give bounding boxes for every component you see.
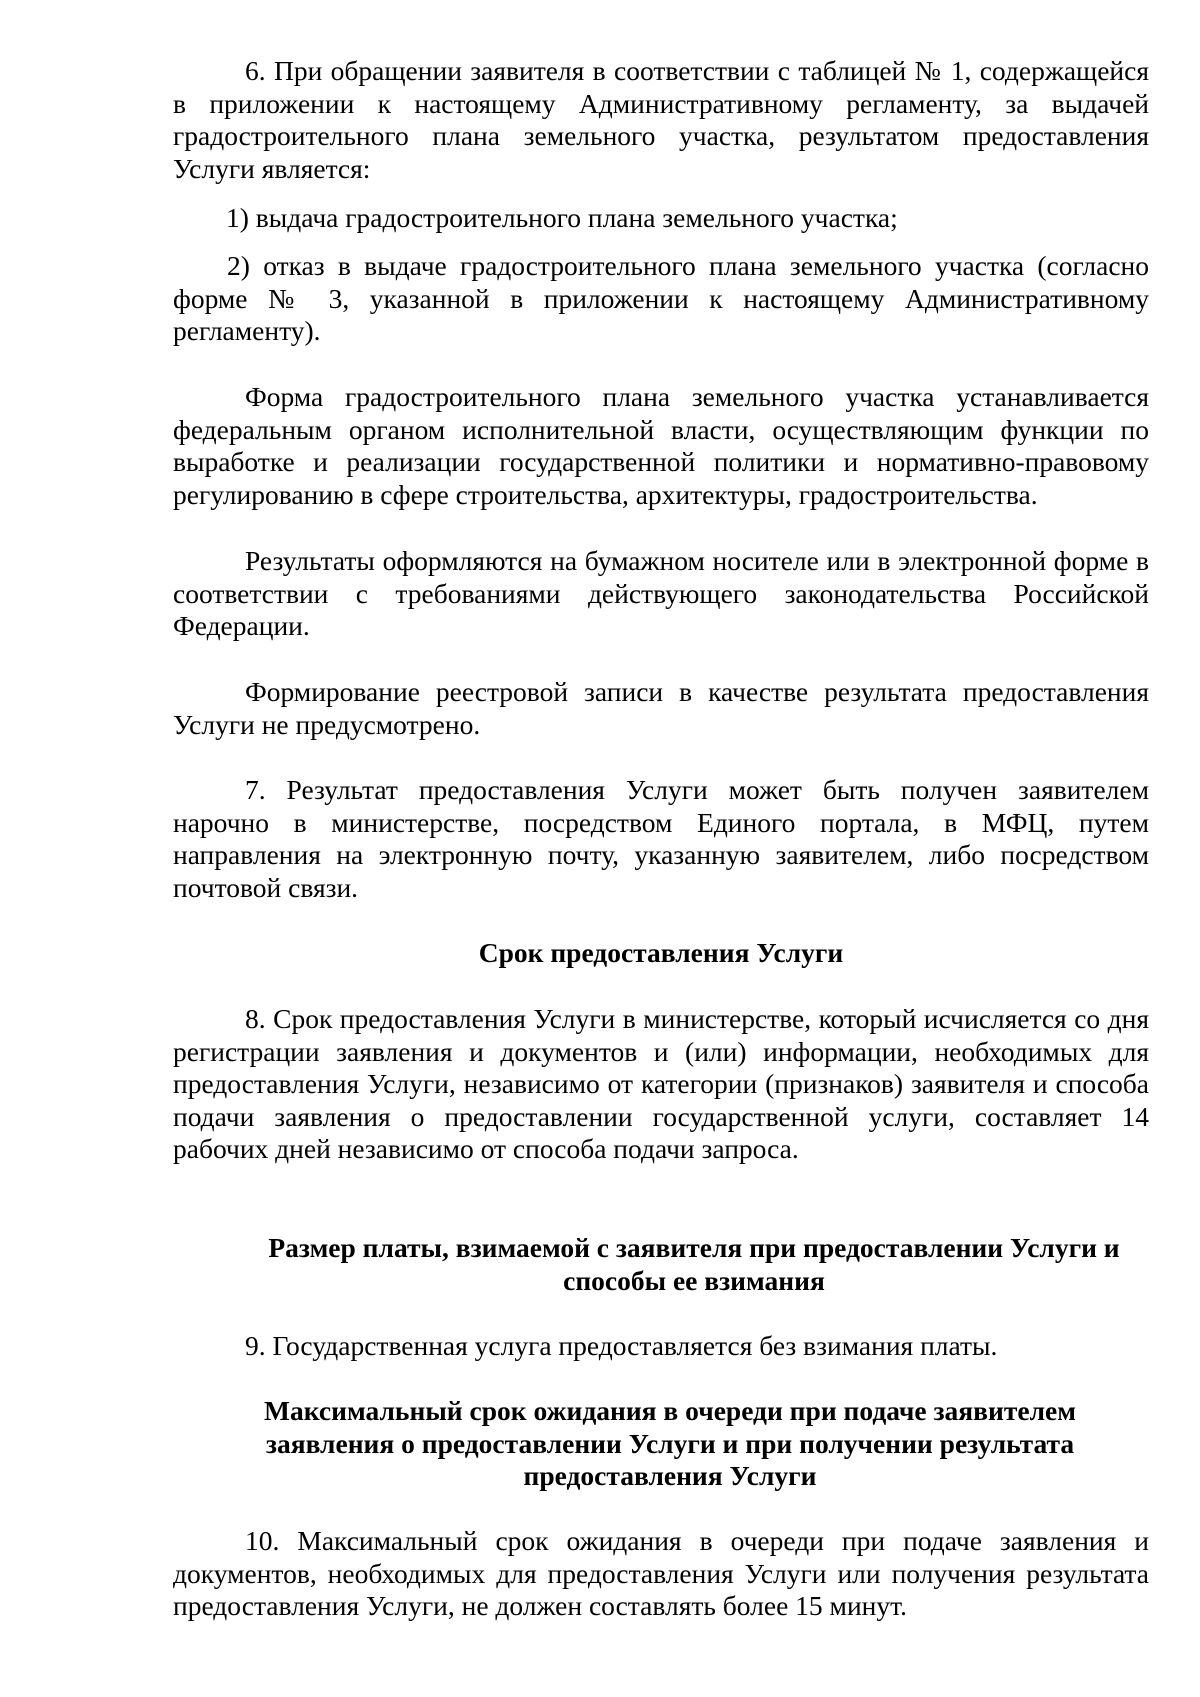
- heading-plata-line-2: способы ее взимания: [563, 1264, 825, 1296]
- heading-ozhidanie-line-3: предоставления Услуги: [523, 1460, 817, 1492]
- paragraph-results: Результаты оформляются на бумажном носителе или в электронной форме в соответствии с требованиями действующего законодательства Российской Федерации.: [173, 545, 1149, 642]
- paragraph-7: 7. Результат предоставления Услуги может быть получен заявителем нарочно в министерстве, посредством Единого портала, в МФЦ, путем направления на электронную почту, указанную заявителем, либо посредством почтовой связи.: [173, 774, 1149, 903]
- heading-srok: Срок предоставления Услуги: [478, 937, 844, 968]
- paragraph-6-item-2: 2) отказ в выдаче градостроительного плана земельного участка (согласно форме № 3, указанной в приложении к настоящему Административному регламенту).: [173, 250, 1149, 347]
- heading-plata: [234, 1232, 1154, 1297]
- paragraph-form: Форма градостроительного плана земельного участка устанавливается федеральным органом исполнительной власти, осуществляющим функции по выработке и реализации государственной политики и нормативно-правовому регулированию в сфере строительства, архитектуры, градостроительства.: [173, 381, 1149, 510]
- heading-ozhidanie-line-1: Максимальный срок ожидания в очереди при подаче заявителем: [264, 1395, 1076, 1426]
- heading-plata-line-1: Размер платы, взимаемой с заявителя при предоставлении Услуги и: [268, 1232, 1120, 1263]
- heading-ozhidanie: [220, 1395, 1120, 1493]
- heading-ozhidanie-line-2: заявления о предоставлении Услуги и при получении результата: [265, 1427, 1075, 1459]
- paragraph-8: 8. Срок предоставления Услуги в министерстве, который исчисляется со дня регистрации заявления и документов и (или) информации, необходимых для предоставления Услуги, независимо от категории (признаков) заявителя и способа подачи заявления о предоставлении государственной услуги, составляет 14 рабочих дней независимо от способа подачи запроса.: [173, 1003, 1149, 1165]
- paragraph-6-intro: 6. При обращении заявителя в соответствии с таблицей № 1, содержащейся в приложении к настоящему Административному регламенту, за выдачей градостроительного плана земельного участка, результатом предоставления Услуги является:: [173, 55, 1149, 184]
- paragraph-10: 10. Максимальный срок ожидания в очереди при подаче заявления и документов, необходимых для предоставления Услуги или получения результата предоставления Услуги, не должен составлять более 15 минут.: [173, 1525, 1149, 1622]
- paragraph-9: 9. Государственная услуга предоставляется без взимания платы.: [245, 1330, 998, 1361]
- paragraph-6-item-1: 1) выдача градостроительного плана земельного участка;: [226, 202, 898, 233]
- paragraph-registry: Формирование реестровой записи в качестве результата предоставления Услуги не предусмотрено.: [173, 676, 1149, 740]
